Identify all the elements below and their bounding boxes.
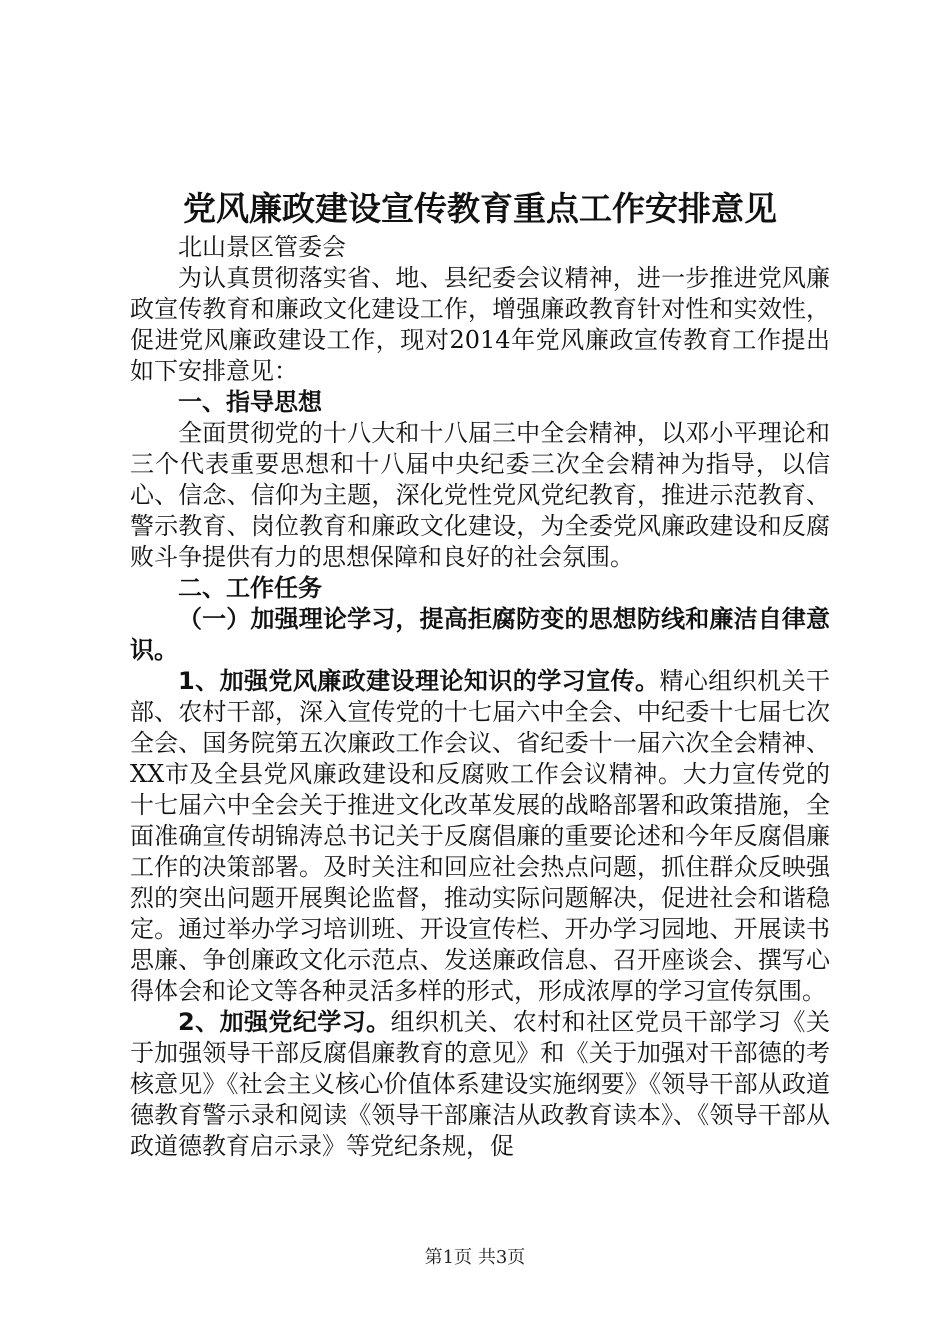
section-heading-work-tasks: 二、工作任务 xyxy=(178,574,322,602)
page-number-footer: 第1页 共3页 xyxy=(424,1247,526,1268)
item-2-lead: 2、加强党纪学习。 xyxy=(178,1008,391,1036)
section-heading-guiding-thought: 一、指导思想 xyxy=(178,388,322,416)
item-1-lead: 1、加强党风廉政建设理论知识的学习宣传。 xyxy=(178,667,660,695)
document-body xyxy=(130,232,830,1162)
guiding-thought-paragraph: 全面贯彻党的十八大和十八届三中全会精神，以邓小平理论和三个代表重要思想和十八届中央纪委三次全会精神为指导，以信心、信念、信仰为主题，深化党性党风党纪教育，推进示范教育、警示教育、岗位教育和廉政文化建设，为全委党风廉政建设和反腐败斗争提供有力的思想保障和良好的社会氛围。 xyxy=(130,419,830,571)
author-line: 北山景区管委会 xyxy=(178,233,346,261)
subsection-heading-theory-study: （一）加强理论学习，提高拒腐防变的思想防线和廉洁自律意识。 xyxy=(130,605,830,664)
item-2-paragraph xyxy=(130,1007,830,1162)
item-1-text: 精心组织机关干部、农村干部，深入宣传党的十七届六中全会、中纪委十七届七次全会、国务院第五次廉政工作会议、省纪委十一届六次全会精神、XX市及全县党风廉政建设和反腐败工作会议精神。大力宣传党的十七届六中全会关于推进文化改革发展的战略部署和政策措施，全面准确宣传胡锦涛总书记关于反腐倡廉的重要论述和今年反腐倡廉工作的决策部署。及时关注和回应社会热点问题，抓住群众反映强烈的突出问题开展舆论监督，推动实际问题解决，促进社会和谐稳定。通过举办学习培训班、开设宣传栏、开办学习园地、开展读书思廉、争创廉政文化示范点、发送廉政信息、召开座谈会、撰写心得体会和论文等各种灵活多样的形式，形成浓厚的学习宣传氛围。 xyxy=(130,667,830,1005)
item-2-text: 组织机关、农村和社区党员干部学习《关于加强领导干部反腐倡廉教育的意见》和《关于加强对干部德的考核意见》《社会主义核心价值体系建设实施纲要》《领导干部从政道德教育警示录和阅读《领导干部廉洁从政教育读本》、《领导干部从政道德教育启示录》等党纪条规，促 xyxy=(130,1008,830,1160)
item-1-paragraph xyxy=(130,666,830,1007)
intro-paragraph: 为认真贯彻落实省、地、县纪委会议精神，进一步推进党风廉政宣传教育和廉政文化建设工作，增强廉政教育针对性和实效性，促进党风廉政建设工作，现对2014年党风廉政宣传教育工作提出如下安排意见： xyxy=(130,264,830,385)
document-title: 党风廉政建设宣传教育重点工作安排意见 xyxy=(183,189,777,228)
